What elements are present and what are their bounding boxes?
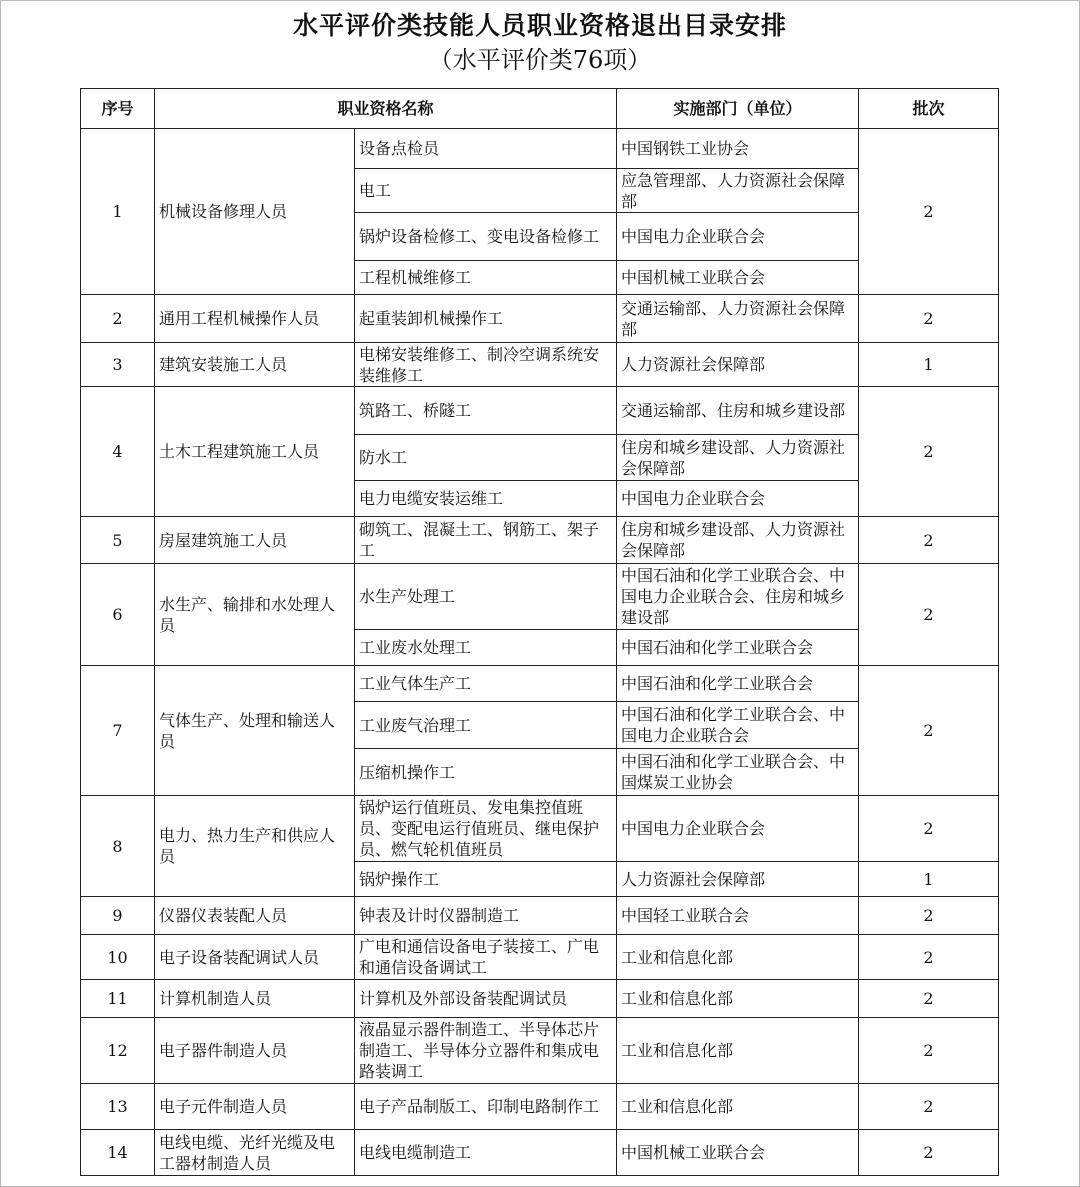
cell-category: 电力、热力生产和供应人员 [155,796,355,897]
cell-category: 水生产、输排和水处理人员 [155,564,355,666]
cell-qualification: 起重装卸机械操作工 [355,295,617,343]
cell-seq: 1 [81,129,155,295]
cell-department: 工业和信息化部 [617,980,859,1018]
cell-category: 电子器件制造人员 [155,1018,355,1084]
cell-qualification: 筑路工、桥隧工 [355,387,617,435]
cell-qualification: 电线电缆制造工 [355,1130,617,1176]
table-row [81,129,999,169]
title-block [0,8,1080,76]
cell-seq: 14 [81,1130,155,1176]
cell-qualification: 电梯安装维修工、制冷空调系统安装维修工 [355,343,617,387]
header-seq: 序号 [81,89,155,129]
cell-seq: 8 [81,796,155,897]
cell-batch: 2 [859,564,999,666]
cell-qualification: 计算机及外部设备装配调试员 [355,980,617,1018]
cell-department: 住房和城乡建设部、人力资源社会保障部 [617,435,859,481]
cell-category: 通用工程机械操作人员 [155,295,355,343]
document-title: 水平评价类技能人员职业资格退出目录安排 [292,11,787,40]
cell-qualification: 电工 [355,169,617,213]
cell-category: 电线电缆、光纤光缆及电工器材制造人员 [155,1130,355,1176]
cell-category: 土木工程建筑施工人员 [155,387,355,517]
cell-batch: 2 [859,935,999,980]
cell-batch: 1 [859,862,999,897]
cell-seq: 10 [81,935,155,980]
cell-category: 房屋建筑施工人员 [155,517,355,564]
cell-batch: 2 [859,1130,999,1176]
cell-qualification: 砌筑工、混凝土工、钢筋工、架子工 [355,517,617,564]
table-row [81,343,999,387]
cell-department: 交通运输部、住房和城乡建设部 [617,387,859,435]
cell-batch: 2 [859,295,999,343]
cell-batch: 2 [859,666,999,796]
table-row [81,1018,999,1084]
table-row [81,935,999,980]
cell-department: 应急管理部、人力资源社会保障部 [617,169,859,213]
cell-qualification: 钟表及计时仪器制造工 [355,897,617,935]
table-row [81,1130,999,1176]
cell-qualification: 锅炉设备检修工、变电设备检修工 [355,213,617,261]
qualification-table [80,88,999,1176]
cell-seq: 12 [81,1018,155,1084]
cell-department: 工业和信息化部 [617,935,859,980]
cell-department: 中国石油和化学工业联合会 [617,666,859,702]
cell-department: 中国电力企业联合会 [617,796,859,862]
table-row [81,517,999,564]
cell-seq: 11 [81,980,155,1018]
cell-batch: 2 [859,980,999,1018]
cell-department: 中国钢铁工业协会 [617,129,859,169]
cell-seq: 7 [81,666,155,796]
cell-seq: 3 [81,343,155,387]
cell-seq: 9 [81,897,155,935]
cell-category: 电子元件制造人员 [155,1084,355,1130]
cell-batch: 1 [859,343,999,387]
cell-department: 中国石油和化学工业联合会、中国煤炭工业协会 [617,749,859,796]
cell-qualification: 广电和通信设备电子装接工、广电和通信设备调试工 [355,935,617,980]
cell-qualification: 工业废气治理工 [355,702,617,749]
cell-qualification: 锅炉运行值班员、发电集控值班员、变配电运行值班员、继电保护员、燃气轮机值班员 [355,796,617,862]
cell-qualification: 电力电缆安装运维工 [355,481,617,517]
cell-department: 中国机械工业联合会 [617,261,859,295]
cell-department: 中国轻工业联合会 [617,897,859,935]
cell-department: 中国机械工业联合会 [617,1130,859,1176]
header-name: 职业资格名称 [155,89,617,129]
header-batch: 批次 [859,89,999,129]
cell-department: 住房和城乡建设部、人力资源社会保障部 [617,517,859,564]
header-department: 实施部门（单位） [617,89,859,129]
cell-qualification: 液晶显示器件制造工、半导体芯片制造工、半导体分立器件和集成电路装调工 [355,1018,617,1084]
cell-qualification: 压缩机操作工 [355,749,617,796]
cell-category: 电子设备装配调试人员 [155,935,355,980]
table-row [81,387,999,435]
cell-seq: 5 [81,517,155,564]
cell-department: 中国电力企业联合会 [617,213,859,261]
cell-batch: 2 [859,517,999,564]
table-row [81,295,999,343]
cell-batch: 2 [859,387,999,517]
cell-qualification: 设备点检员 [355,129,617,169]
table-row [81,796,999,862]
cell-batch: 2 [859,1018,999,1084]
cell-category: 建筑安装施工人员 [155,343,355,387]
cell-department: 工业和信息化部 [617,1018,859,1084]
cell-seq: 4 [81,387,155,517]
cell-category: 仪器仪表装配人员 [155,897,355,935]
cell-batch: 2 [859,1084,999,1130]
cell-batch: 2 [859,796,999,862]
cell-department: 中国石油和化学工业联合会、中国电力企业联合会、住房和城乡建设部 [617,564,859,630]
document-subtitle: （水平评价类76项） [428,46,652,74]
cell-batch: 2 [859,897,999,935]
cell-qualification: 防水工 [355,435,617,481]
cell-category: 机械设备修理人员 [155,129,355,295]
cell-department: 中国石油和化学工业联合会、中国电力企业联合会 [617,702,859,749]
cell-qualification: 电子产品制版工、印制电路制作工 [355,1084,617,1130]
cell-qualification: 工业气体生产工 [355,666,617,702]
cell-batch: 2 [859,129,999,295]
cell-qualification: 工程机械维修工 [355,261,617,295]
cell-seq: 2 [81,295,155,343]
table-row [81,666,999,702]
cell-department: 人力资源社会保障部 [617,862,859,897]
table-row [81,980,999,1018]
table-header-row [81,89,999,129]
cell-qualification: 锅炉操作工 [355,862,617,897]
cell-department: 中国石油和化学工业联合会 [617,630,859,666]
cell-department: 交通运输部、人力资源社会保障部 [617,295,859,343]
cell-department: 人力资源社会保障部 [617,343,859,387]
cell-department: 工业和信息化部 [617,1084,859,1130]
cell-qualification: 工业废水处理工 [355,630,617,666]
cell-qualification: 水生产处理工 [355,564,617,630]
cell-seq: 13 [81,1084,155,1130]
cell-category: 计算机制造人员 [155,980,355,1018]
table-body [81,129,999,1176]
table-row [81,564,999,630]
cell-department: 中国电力企业联合会 [617,481,859,517]
cell-seq: 6 [81,564,155,666]
table-row [81,1084,999,1130]
cell-category: 气体生产、处理和输送人员 [155,666,355,796]
table-row [81,897,999,935]
